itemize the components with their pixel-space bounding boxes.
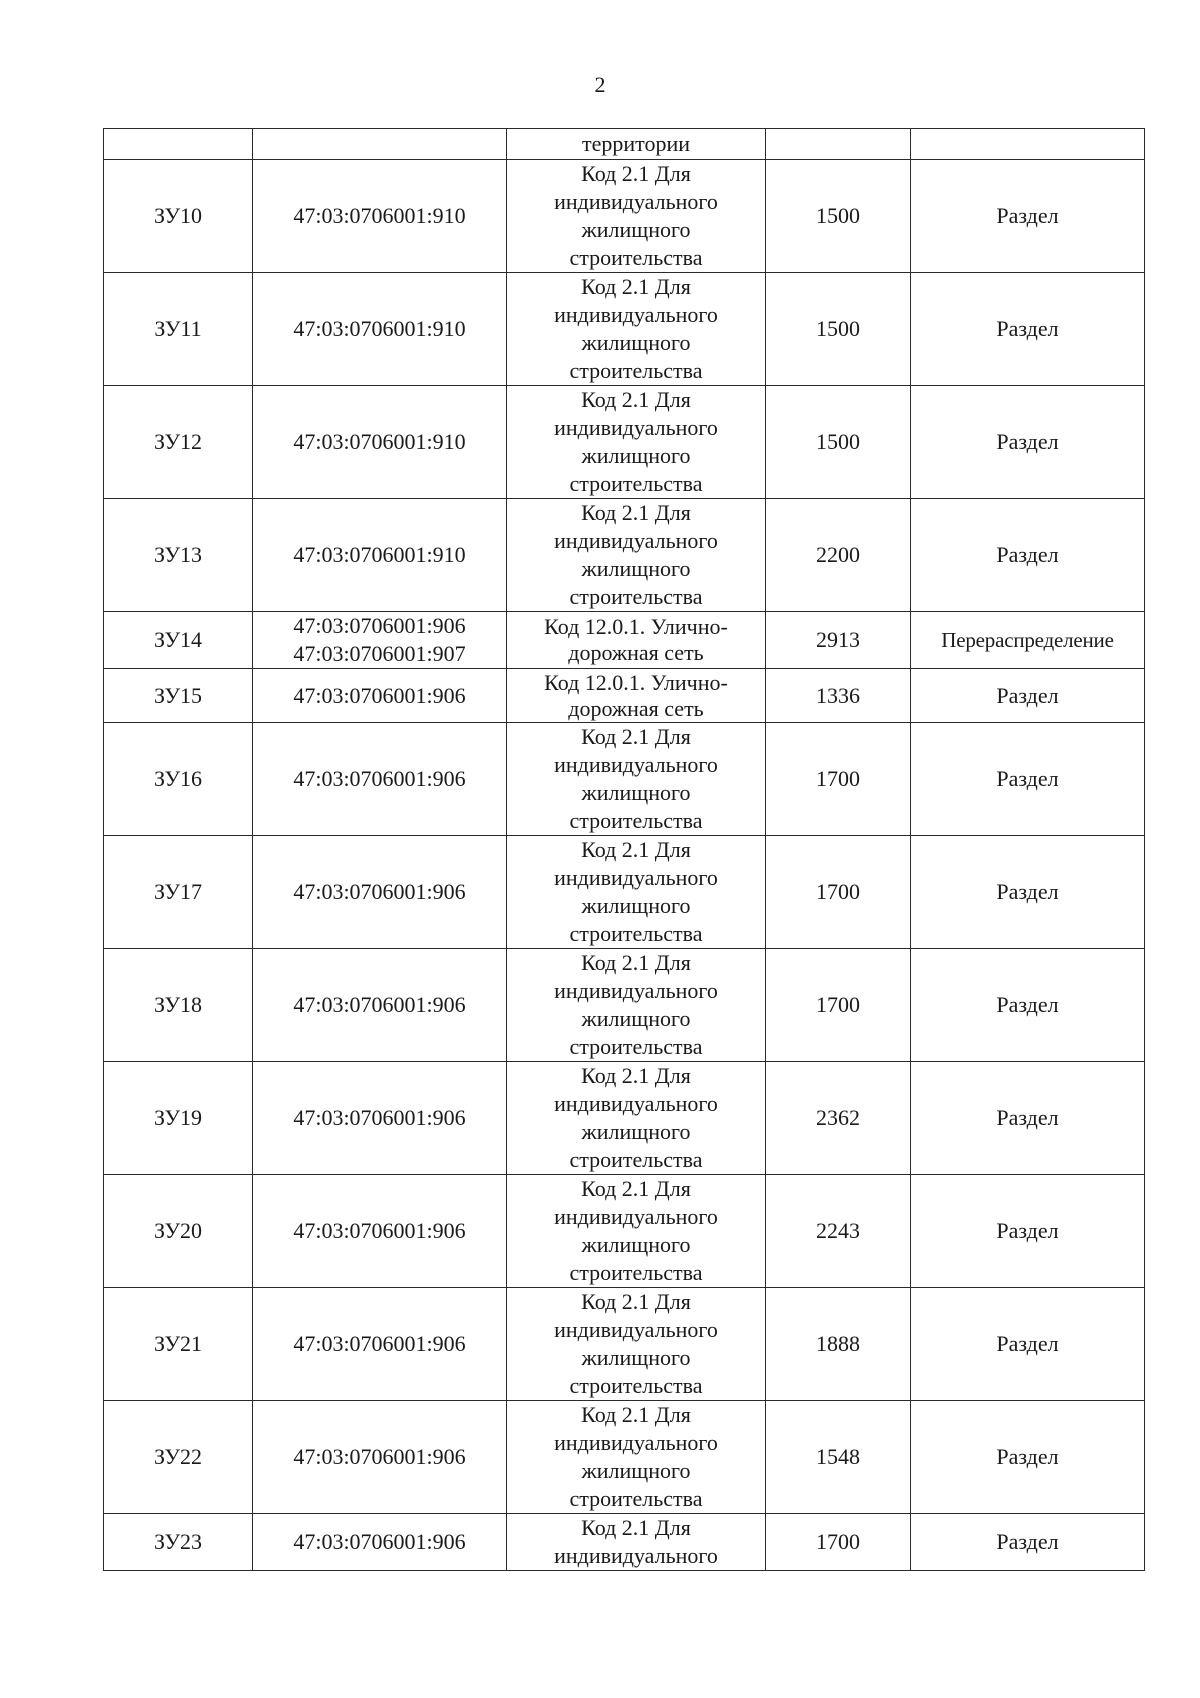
table-body xyxy=(104,129,1145,1571)
table-row xyxy=(104,723,1145,836)
permitted-use-cell: Код 2.1 Для индивидуального жилищного строительства xyxy=(507,723,766,836)
table-row xyxy=(104,160,1145,273)
cadastral-number-cell: 47:03:0706001:906 xyxy=(253,723,507,836)
area-cell: 2362 xyxy=(766,1062,911,1175)
permitted-use-cell: Код 2.1 Для индивидуального жилищного строительства xyxy=(507,1062,766,1175)
designation-cell: ЗУ10 xyxy=(104,160,253,273)
formation-method-cell: Раздел xyxy=(911,949,1145,1062)
designation-cell: ЗУ14 xyxy=(104,612,253,669)
cadastral-number-cell: 47:03:0706001:906 xyxy=(253,949,507,1062)
designation-cell: ЗУ16 xyxy=(104,723,253,836)
table-row xyxy=(104,1288,1145,1401)
cadastral-number-cell: 47:03:0706001:906 xyxy=(253,1401,507,1514)
designation-cell: ЗУ18 xyxy=(104,949,253,1062)
table-row xyxy=(104,836,1145,949)
table-row xyxy=(104,949,1145,1062)
permitted-use-cell: Код 12.0.1. Улично- дорожная сеть xyxy=(507,612,766,669)
land-plots-table xyxy=(103,128,1145,1571)
table-row xyxy=(104,273,1145,386)
cadastral-number-cell: 47:03:0706001:910 xyxy=(253,386,507,499)
designation-cell: ЗУ23 xyxy=(104,1514,253,1571)
designation-cell: ЗУ21 xyxy=(104,1288,253,1401)
formation-method-cell: Раздел xyxy=(911,836,1145,949)
area-cell xyxy=(766,129,911,160)
formation-method-cell: Раздел xyxy=(911,723,1145,836)
cadastral-number-cell: 47:03:0706001:910 xyxy=(253,499,507,612)
formation-method-cell: Раздел xyxy=(911,1175,1145,1288)
page-number: 2 xyxy=(594,72,606,97)
formation-method-cell: Раздел xyxy=(911,669,1145,723)
designation-cell: ЗУ12 xyxy=(104,386,253,499)
designation-cell: ЗУ22 xyxy=(104,1401,253,1514)
table-row xyxy=(104,669,1145,723)
area-cell: 1336 xyxy=(766,669,911,723)
permitted-use-cell: Код 2.1 Для индивидуального жилищного строительства xyxy=(507,1401,766,1514)
cadastral-number-cell: 47:03:0706001:906 xyxy=(253,1514,507,1571)
table-row xyxy=(104,1062,1145,1175)
formation-method-cell xyxy=(911,129,1145,160)
formation-method-cell: Перераспределение xyxy=(911,612,1145,669)
formation-method-cell: Раздел xyxy=(911,273,1145,386)
area-cell: 1700 xyxy=(766,1514,911,1571)
cadastral-number-cell xyxy=(253,129,507,160)
cadastral-number-cell: 47:03:0706001:906 xyxy=(253,836,507,949)
permitted-use-cell: территории xyxy=(507,129,766,160)
designation-cell: ЗУ17 xyxy=(104,836,253,949)
formation-method-cell: Раздел xyxy=(911,1288,1145,1401)
cadastral-number-cell: 47:03:0706001:906 xyxy=(253,1288,507,1401)
formation-method-cell: Раздел xyxy=(911,386,1145,499)
permitted-use-cell: Код 2.1 Для индивидуального жилищного строительства xyxy=(507,949,766,1062)
permitted-use-cell: Код 2.1 Для индивидуального жилищного строительства xyxy=(507,386,766,499)
designation-cell: ЗУ11 xyxy=(104,273,253,386)
designation-cell: ЗУ13 xyxy=(104,499,253,612)
permitted-use-cell: Код 2.1 Для индивидуального жилищного строительства xyxy=(507,1288,766,1401)
area-cell: 1700 xyxy=(766,949,911,1062)
formation-method-cell: Раздел xyxy=(911,1514,1145,1571)
area-cell: 1548 xyxy=(766,1401,911,1514)
area-cell: 2243 xyxy=(766,1175,911,1288)
area-cell: 2200 xyxy=(766,499,911,612)
permitted-use-cell: Код 2.1 Для индивидуального жилищного строительства xyxy=(507,499,766,612)
cadastral-number-cell: 47:03:0706001:906 xyxy=(253,669,507,723)
cadastral-number-cell: 47:03:0706001:906 47:03:0706001:907 xyxy=(253,612,507,669)
formation-method-cell: Раздел xyxy=(911,1401,1145,1514)
designation-cell: ЗУ20 xyxy=(104,1175,253,1288)
permitted-use-cell: Код 12.0.1. Улично- дорожная сеть xyxy=(507,669,766,723)
cadastral-number-cell: 47:03:0706001:910 xyxy=(253,273,507,386)
formation-method-cell: Раздел xyxy=(911,499,1145,612)
formation-method-cell: Раздел xyxy=(911,1062,1145,1175)
table-row xyxy=(104,1514,1145,1571)
designation-cell: ЗУ19 xyxy=(104,1062,253,1175)
permitted-use-cell: Код 2.1 Для индивидуального жилищного строительства xyxy=(507,160,766,273)
permitted-use-cell: Код 2.1 Для индивидуального жилищного строительства xyxy=(507,273,766,386)
table-row xyxy=(104,1175,1145,1288)
table-row xyxy=(104,1401,1145,1514)
designation-cell: ЗУ15 xyxy=(104,669,253,723)
area-cell: 1500 xyxy=(766,160,911,273)
table-row-continuation xyxy=(104,129,1145,160)
permitted-use-cell: Код 2.1 Для индивидуального xyxy=(507,1514,766,1571)
table-row xyxy=(104,499,1145,612)
table-row xyxy=(104,386,1145,499)
cadastral-number-cell: 47:03:0706001:906 xyxy=(253,1175,507,1288)
designation-cell xyxy=(104,129,253,160)
area-cell: 1700 xyxy=(766,723,911,836)
cadastral-number-cell: 47:03:0706001:906 xyxy=(253,1062,507,1175)
cadastral-number-cell: 47:03:0706001:910 xyxy=(253,160,507,273)
area-cell: 1700 xyxy=(766,836,911,949)
area-cell: 1888 xyxy=(766,1288,911,1401)
area-cell: 1500 xyxy=(766,386,911,499)
area-cell: 1500 xyxy=(766,273,911,386)
formation-method-cell: Раздел xyxy=(911,160,1145,273)
permitted-use-cell: Код 2.1 Для индивидуального жилищного строительства xyxy=(507,836,766,949)
area-cell: 2913 xyxy=(766,612,911,669)
table-row xyxy=(104,612,1145,669)
permitted-use-cell: Код 2.1 Для индивидуального жилищного строительства xyxy=(507,1175,766,1288)
